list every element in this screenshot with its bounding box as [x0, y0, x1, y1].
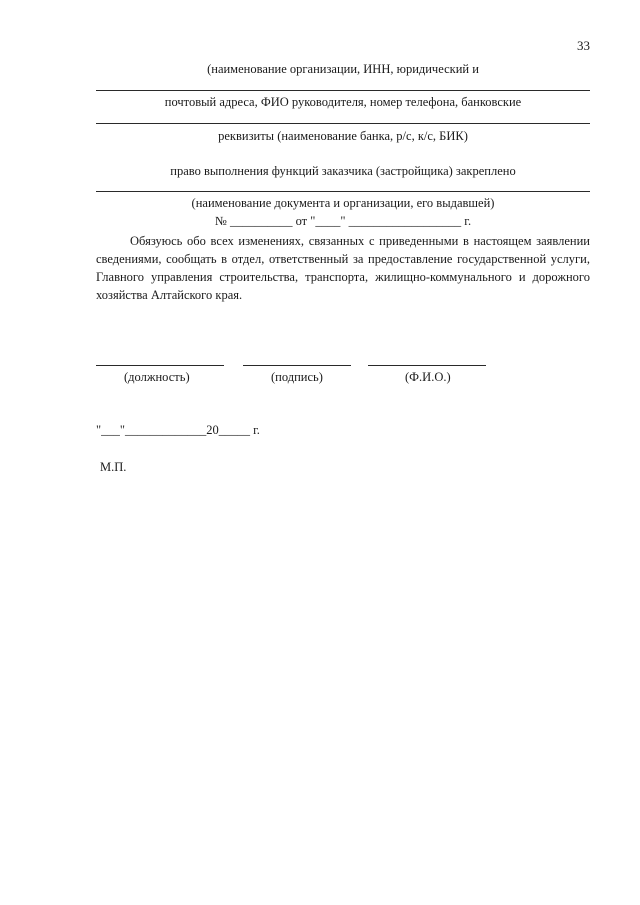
signature-label: (подпись) [271, 370, 323, 384]
name-fill-line [368, 365, 486, 366]
paragraph-line: Обязуюсь обо всех изменениях, связанных с приведенными в настоящем заявлении [130, 234, 590, 248]
date-line: "___"_____________20_____ г. [96, 423, 260, 437]
paragraph-line: Главного управления строительства, транспорта, жилищно-коммунального и дорожного [96, 270, 590, 284]
fill-line-1 [96, 90, 590, 91]
org-name-label: (наименование организации, ИНН, юридический и [207, 62, 479, 76]
document-number-line: № __________ от "____" __________________ г. [214, 214, 472, 228]
paragraph-line: хозяйства Алтайского края. [96, 288, 243, 302]
stamp-label: М.П. [100, 460, 127, 474]
page-number: 33 [577, 38, 590, 53]
signature-fill-line [243, 365, 351, 366]
rights-label: право выполнения функций заказчика (застройщика) закреплено [170, 164, 516, 178]
position-label: (должность) [124, 370, 190, 384]
postal-label: почтовый адреса, ФИО руководителя, номер телефона, банковские [164, 95, 522, 109]
document-label: (наименование документа и организации, его выдавшей) [191, 196, 495, 210]
fill-line-3 [96, 191, 590, 192]
name-label: (Ф.И.О.) [405, 370, 451, 384]
fill-line-2 [96, 123, 590, 124]
position-fill-line [96, 365, 224, 366]
paragraph-line: сведениями, сообщать в отдел, ответственный за предоставление государственной услуги, [96, 252, 590, 266]
commitment-paragraph [96, 232, 590, 304]
bank-label: реквизиты (наименование банка, р/с, к/с, БИК) [218, 129, 468, 143]
